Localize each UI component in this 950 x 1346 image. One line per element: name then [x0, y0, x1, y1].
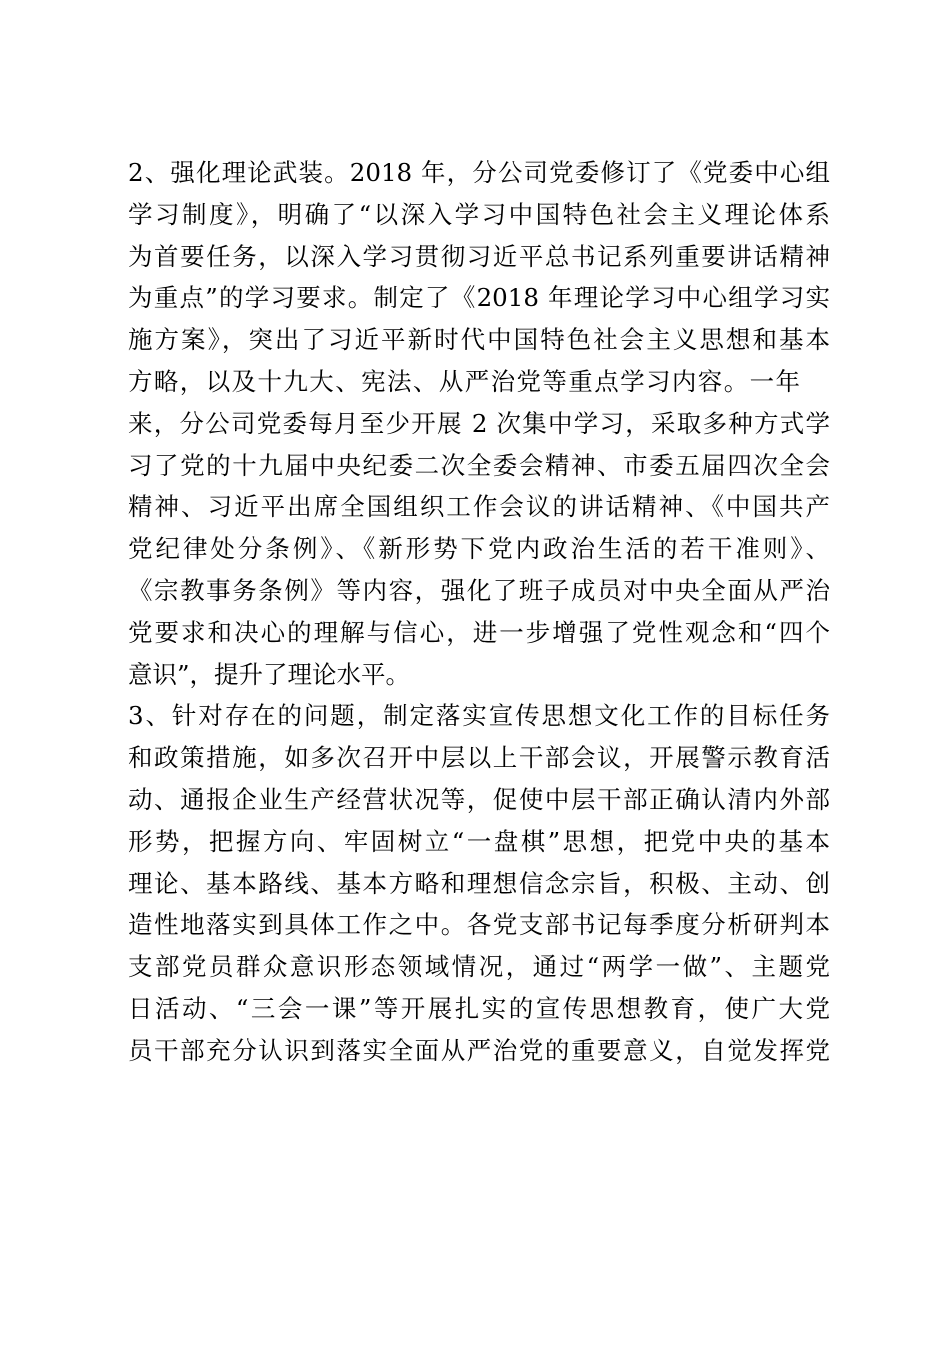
- paragraph-line: 来，分公司党委每月至少开展 2 次集中学习，采取多种方式学: [128, 408, 830, 438]
- paragraph-line: 2、强化理论武装。2018 年，分公司党委修订了《党委中心组: [128, 158, 830, 187]
- paragraph-line: 支部党员群众意识形态领域情况，通过“两学一做”、主题党: [128, 952, 830, 982]
- paragraph-line: 员干部充分认识到落实全面从严治党的重要意义，自觉发挥党: [128, 1035, 830, 1065]
- paragraph-line: 《宗教事务条例》等内容，强化了班子成员对中央全面从严治: [128, 575, 830, 605]
- paragraph-line: 意识”，提升了理论水平。: [128, 659, 411, 689]
- paragraph-line: 动、通报企业生产经营状况等，促使中层干部正确认清内外部: [128, 784, 830, 814]
- paragraph-line: 施方案》，突出了习近平新时代中国特色社会主义思想和基本: [128, 325, 830, 355]
- paragraph-line: 学习制度》，明确了“以深入学习中国特色社会主义理论体系: [128, 199, 830, 229]
- paragraph-line: 党要求和决心的理解与信心，进一步增强了党性观念和“四个: [128, 617, 830, 647]
- document-body: [128, 152, 830, 1072]
- paragraph-line: 和政策措施，如多次召开中层以上干部会议，开展警示教育活: [128, 743, 830, 773]
- paragraph-line: 习了党的十九届中央纪委二次全委会精神、市委五届四次全会: [128, 450, 830, 480]
- paragraph-line: 3、针对存在的问题，制定落实宣传思想文化工作的目标任务: [128, 701, 830, 731]
- paragraph-theory-study: [128, 152, 830, 695]
- paragraph-line: 党纪律处分条例》、《新形势下党内政治生活的若干准则》、: [128, 534, 830, 564]
- paragraph-problem-measures: [128, 695, 830, 1071]
- paragraph-line: 为首要任务，以深入学习贯彻习近平总书记系列重要讲话精神: [128, 241, 830, 271]
- paragraph-line: 理论、基本路线、基本方略和理想信念宗旨，积极、主动、创: [128, 868, 830, 898]
- paragraph-line: 造性地落实到具体工作之中。各党支部书记每季度分析研判本: [128, 910, 830, 940]
- paragraph-line: 形势，把握方向、牢固树立“一盘棋”思想，把党中央的基本: [128, 826, 830, 856]
- paragraph-line: 方略，以及十九大、宪法、从严治党等重点学习内容。一年: [128, 366, 800, 396]
- paragraph-line: 精神、习近平出席全国组织工作会议的讲话精神、《中国共产: [128, 492, 830, 522]
- paragraph-line: 日活动、“三会一课”等开展扎实的宣传思想教育，使广大党: [128, 993, 830, 1023]
- paragraph-line: 为重点”的学习要求。制定了《2018 年理论学习中心组学习实: [128, 283, 830, 313]
